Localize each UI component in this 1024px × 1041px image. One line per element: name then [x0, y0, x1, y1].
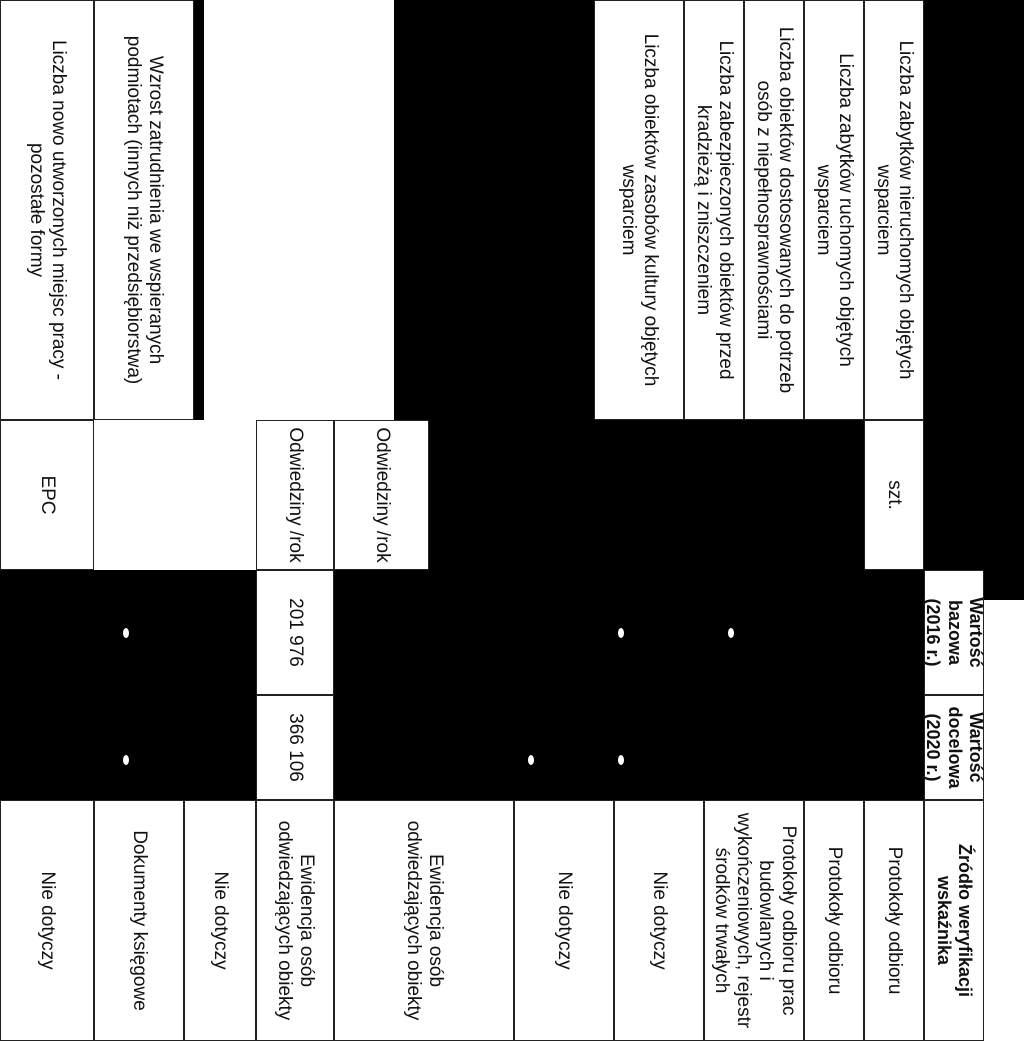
source-row-1: Protokoły odbioru	[864, 800, 924, 1041]
indicator-row-employment: Wzrost zatrudnienia we wspieranych podmiotach (innych niż przedsiębiorstwa)	[94, 0, 194, 420]
redaction-speck	[123, 628, 129, 638]
unit-visits-1: Odwiedziny /rok	[334, 420, 429, 570]
header-verification-source: Źródło weryfikacji wskaźnika	[924, 800, 984, 1041]
source-row-6: Ewidencja osób odwiedzających obiekty	[334, 800, 514, 1041]
indicator-row-3: Liczba obiektów dostosowanych do potrzeb osób z niepełnosprawnościami	[744, 0, 804, 420]
redaction-header-left	[924, 0, 1024, 600]
source-row-8: Nie dotyczy	[184, 800, 256, 1041]
redaction-speck	[618, 628, 624, 638]
base-value-visits: 201 976	[256, 570, 334, 695]
redaction-values-region	[0, 570, 924, 800]
source-row-10: Nie dotyczy	[0, 800, 94, 1041]
redaction-speck	[528, 755, 534, 765]
source-row-9: Dokumenty księgowe	[94, 800, 184, 1041]
header-target-value: Wartość docelowa (2020 r.)	[924, 695, 984, 800]
indicator-row-1: Liczba zabytków nieruchomych objętych wsparciem	[864, 0, 924, 420]
source-row-3: Protokoły odbioru prac budowlanych i wykończeniowych, rejestr środków trwałych	[704, 800, 804, 1041]
source-row-2: Protokoły odbioru	[804, 800, 864, 1041]
source-row-7: Ewidencja osób odwiedzających obiekty	[256, 800, 334, 1041]
target-value-visits: 366 106	[256, 695, 334, 800]
unit-visits-2: Odwiedziny /rok	[256, 420, 334, 570]
indicator-row-new-jobs: Liczba nowo utworzonych miejsc pracy - pozostałe formy	[0, 0, 94, 420]
redaction-speck	[618, 755, 624, 765]
unit-row-1: szt.	[864, 420, 924, 570]
redaction-speck	[123, 755, 129, 765]
source-row-5: Nie dotyczy	[514, 800, 614, 1041]
indicator-row-4: Liczba zabezpieczonych obiektów przed kradzieżą i zniszczeniem	[684, 0, 744, 420]
source-row-4: Nie dotyczy	[614, 800, 704, 1041]
header-base-value: Wartość bazowa (2016 r.)	[924, 570, 984, 695]
unit-epc: EPC	[0, 420, 94, 570]
indicator-row-5: Liczba obiektów zasobów kultury objętych wsparciem	[594, 0, 684, 420]
redaction-speck	[728, 628, 734, 638]
indicator-row-2: Liczba zabytków ruchomych objętych wsparciem	[804, 0, 864, 420]
